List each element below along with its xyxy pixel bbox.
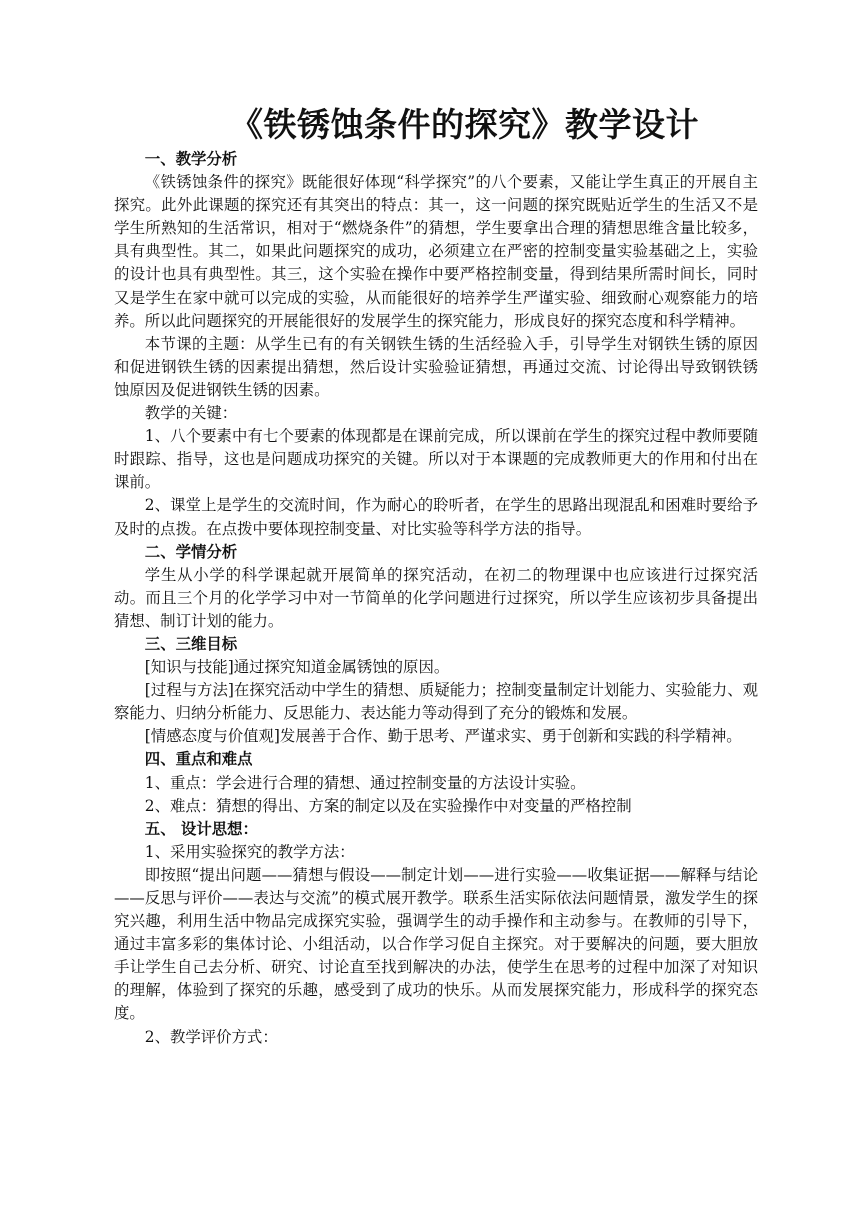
paragraph: 1、八个要素中有七个要素的体现都是在课前完成，所以课前在学生的探究过程中教师要随时跟踪、指导，这也是问题成功探究的关键。所以对于本课题的完成教师更大的作用和付出在课前。 <box>114 427 758 492</box>
paragraph: [情感态度与价值观]发展善于合作、勤于思考、严谨求实、勇于创新和实践的科学精神。 <box>144 727 742 746</box>
paragraph: [过程与方法]在探究活动中学生的猜想、质疑能力；控制变量制定计划能力、实验能力、观察能力、归纳分析能力、反思能力、表达能力等动得到了充分的锻炼和发展。 <box>114 681 758 723</box>
paragraph: 教学的关键： <box>144 404 238 423</box>
paragraph: 本节课的主题：从学生已有的有关钢铁生锈的生活经验入手，引导学生对钢铁生锈的原因和促进钢铁生锈的因素提出猜想，然后设计实验验证猜想，再通过交流、讨论得出导致钢铁锈蚀原因及促进钢铁生锈的因素。 <box>114 334 758 399</box>
document-body <box>114 148 758 1049</box>
paragraph: 1、采用实验探究的教学方法： <box>144 842 355 861</box>
section-heading: 一、教学分析 <box>144 150 238 168</box>
paragraph: [知识与技能]通过探究知道金属锈蚀的原因。 <box>144 658 450 677</box>
paragraph: 2、课堂上是学生的交流时间，作为耐心的聆听者，在学生的思路出现混乱和困难时要给予及时的点拨。在点拨中要体现控制变量、对比实验等科学方法的指导。 <box>114 496 758 538</box>
section-heading: 三、三维目标 <box>144 634 238 653</box>
paragraph: 学生从小学的科学课起就开展简单的探究活动，在初二的物理课中也应该进行过探究活动。而且三个月的化学学习中对一节简单的化学问题进行过探究，所以学生应该初步具备提出猜想、制订计划的能力。 <box>114 565 758 630</box>
section-heading: 二、学情分析 <box>144 542 238 561</box>
paragraph: 1、重点：学会进行合理的猜想、通过控制变量的方法设计实验。 <box>144 773 586 792</box>
section-heading: 四、重点和难点 <box>144 750 253 769</box>
paragraph: 即按照“提出问题——猜想与假设——制定计划——进行实验——收集证据——解释与结论——反思与评价——表达与交流”的模式展开教学。联系生活实际依法问题情景，激发学生的探究兴趣，利用生活中物品完成探究实验，强调学生的动手操作和主动参与。在教师的引导下，通过丰富多彩的集体讨论、小组活动，以合作学习促自主探究。对于要解决的问题，要大胆放手让学生自己去分析、研究、讨论直至找到解决的办法，使学生在思考的过程中加深了对知识的理解，体验到了探究的乐趣，感受到了成功的快乐。从而发展探究能力，形成科学的探究态度。 <box>114 865 758 1023</box>
section-heading: 五、 设计思想： <box>144 819 258 838</box>
paragraph: 《铁锈蚀条件的探究》既能很好体现“科学探究”的八个要素，又能让学生真正的开展自主探究。此外此课题的探究还有其突出的特点：其一，这一问题的探究既贴近学生的生活又不是学生所熟知的生活常识，相对于“燃烧条件”的猜想，学生要拿出合理的猜想思维含量比较多，具有典型性。其二，如果此问题探究的成功，必须建立在严密的控制变量实验基础之上，实验的设计也具有典型性。其三，这个实验在操作中要严格控制变量，得到结果所需时间长，同时又是学生在家中就可以完成的实验，从而能很好的培养学生严谨实验、细致耐心观察能力的培养。所以此问题探究的开展能很好的发展学生的探究能力，形成良好的探究态度和科学精神。 <box>114 173 758 330</box>
document-title: 《铁锈蚀条件的探究》教学设计 <box>230 105 699 144</box>
paragraph: 2、教学评价方式： <box>144 1027 278 1046</box>
paragraph: 2、难点：猜想的得出、方案的制定以及在实验操作中对变量的严格控制 <box>144 796 632 815</box>
